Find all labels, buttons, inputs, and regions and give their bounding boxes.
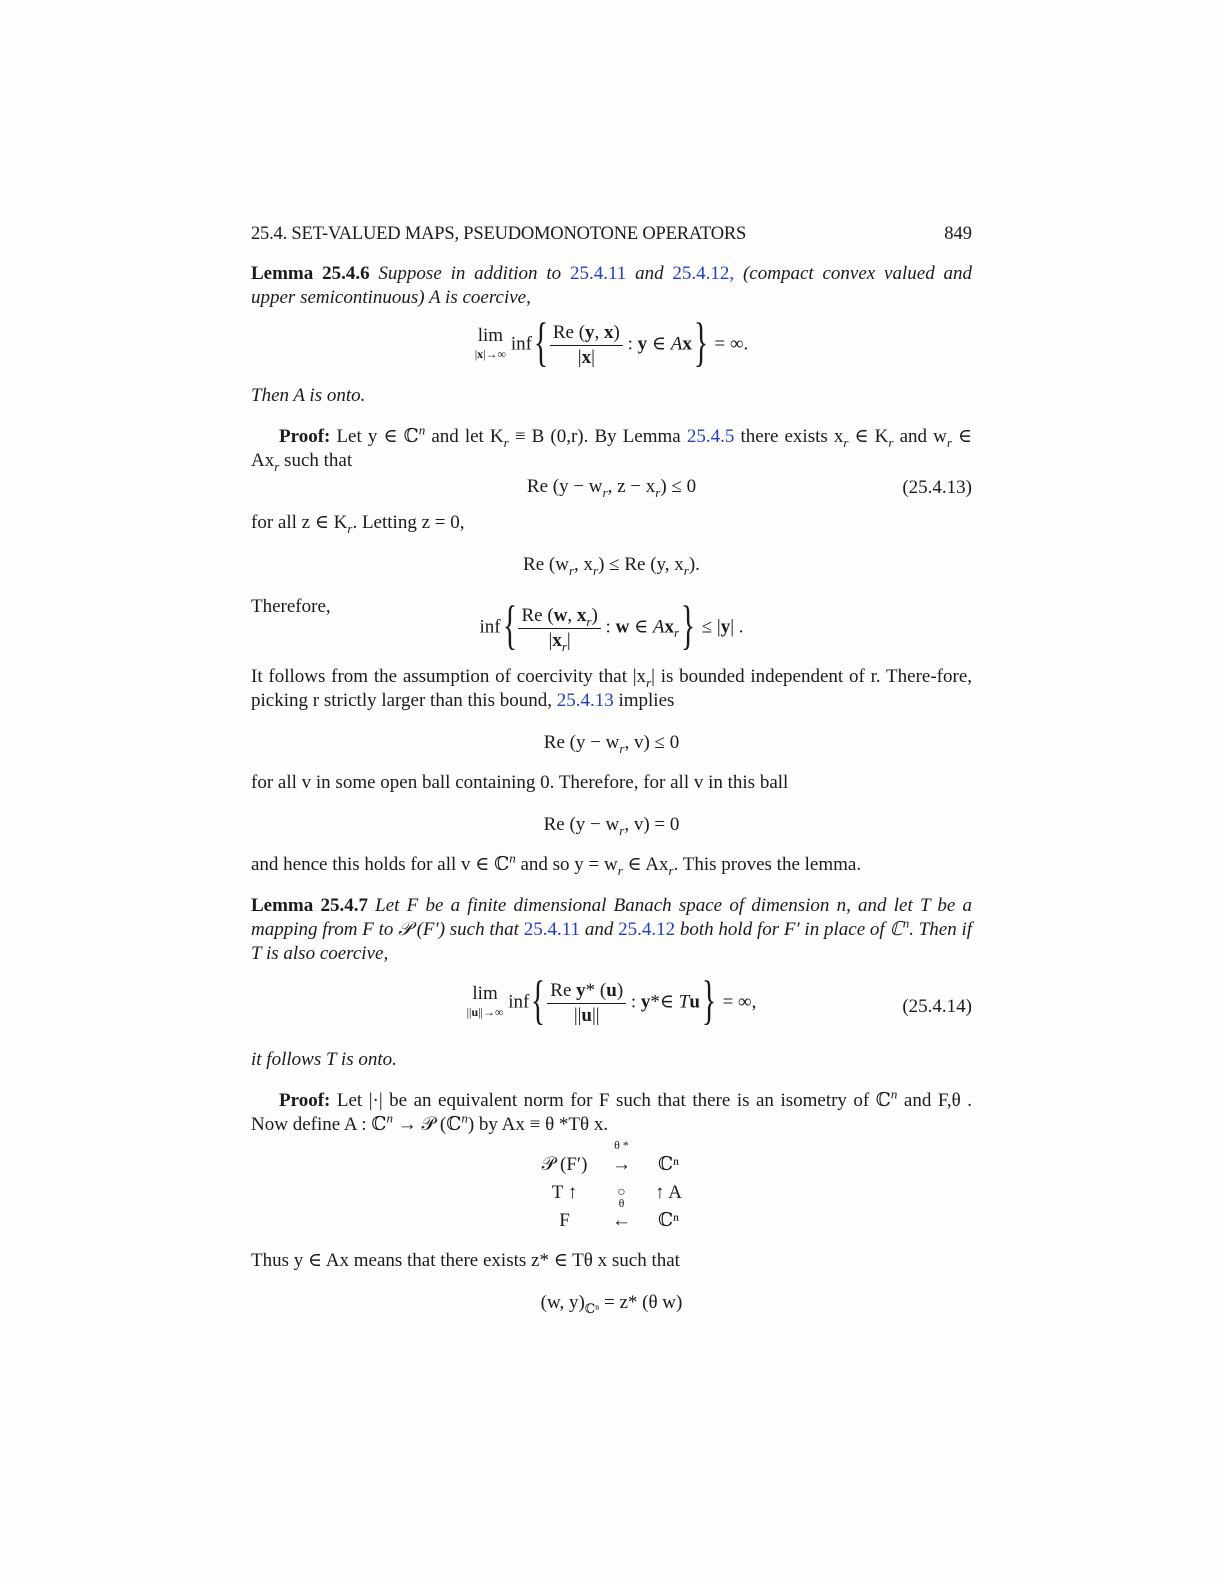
proof-text: ) by Ax ≡ θ *Tθ x. [467, 1114, 609, 1135]
proof-text: and F,θ . [903, 1090, 973, 1111]
lemma-25-4-7: Lemma 25.4.7 Let F be a finite dimensional Banach space of dimension n, and let T be a mapping from F to 𝒫 (F′) such that 25.4.11 and 25.4.12 both hold for F′ in place of ℂ$^n$. Then if T is also coercive, [251, 895, 973, 964]
limit-operator: lim ||u||→∞ [466, 983, 504, 1019]
proof-text: and let K [431, 426, 504, 447]
eq-part: , v) ≤ 0 [624, 732, 680, 753]
eq-part: ) ≤ 0 [660, 476, 697, 497]
eq-subscript: ℂⁿ [584, 1300, 600, 1316]
lemma-conclusion: it follows T is onto. [251, 1049, 397, 1070]
proof-conclusion: and hence this holds for all v ∈ ℂ$^n$ and so $y = w_r$ ∈ $Ax_r$. This proves the lemma. [251, 850, 862, 878]
proof-text: and so y = w [520, 854, 618, 875]
lemma-25-4-6 [251, 262, 972, 310]
diagram-grid [530, 1138, 694, 1235]
proof-text: and w [899, 426, 947, 447]
proof-line: Thus y ∈ Ax means that there exists z* ∈ Tθ x such that [251, 1250, 680, 1271]
lemma-text: and [635, 263, 664, 284]
lemma-label: Lemma 25.4.6 [251, 263, 370, 284]
lemma-text: Suppose in addition to [378, 263, 562, 284]
ref-link-25-4-12[interactable]: 25.4.12, [672, 263, 735, 284]
coercivity-equation: lim |x|→∞ inf{ $\frac{Re (y, x)}{|x|}$ : y ∈ Ax} = ∞. [474, 312, 749, 372]
equation-re-wr: Re ($w_r$, $x_r) \le Re$ (y, $x_r$). [523, 554, 700, 578]
proof-text: . This proves the lemma. [673, 854, 862, 875]
lemma-text: . Then if T is also coercive, [251, 919, 973, 964]
proof-text: Let y ∈ ℂ [336, 426, 419, 447]
eq-part: ) ≤ Re (y, x [598, 554, 684, 575]
limit-operator: lim |x|→∞ [474, 325, 507, 361]
therefore-label: Therefore, [251, 596, 331, 617]
arrow-label: θ * [614, 1138, 629, 1152]
cd-arrow-bottom [600, 1196, 644, 1235]
equation-inner-product [251, 1291, 972, 1317]
proof-label: Proof: [279, 1090, 331, 1111]
lemma-text: Let F be a finite dimensional Banach space of dimension n, and let T be a mapping from F to 𝒫 (F′) such that [251, 895, 972, 940]
proof-text: . Letting z = 0, [352, 512, 465, 533]
running-header [251, 218, 972, 248]
ref-link-25-4-11[interactable]: 25.4.11 [523, 919, 581, 940]
proof-line: for all v in some open ball containing 0. Therefore, for all v in this ball [251, 772, 789, 793]
proof-text: ∈ Ax [251, 426, 973, 471]
arrow-label: θ [618, 1196, 625, 1210]
fraction: $\frac{\text{Re y* (u)}}{||u||}$ [547, 979, 626, 1028]
proof-text: Let |·| be an equivalent norm for F such that there is an isometry of ℂ [336, 1090, 891, 1111]
equation-re-le-0: Re ($y - w_r$, v) ≤ 0 [543, 732, 680, 756]
proof-label: Proof: [279, 426, 331, 447]
equation-number: (25.4.13) [902, 477, 972, 498]
lemma-label: Lemma 25.4.7 [251, 895, 368, 916]
lemma-conclusion: Then A is onto. [251, 385, 366, 406]
proof-text: Now define A : ℂ [251, 1114, 387, 1135]
proof-text: r. There-fore, picking [251, 666, 973, 711]
proof-text: ∈ Ax [627, 854, 669, 875]
fraction: $\frac{Re (w, x_r)}{|x_r|}$ [518, 604, 600, 653]
section-title: 25.4. SET-VALUED MAPS, PSEUDOMONOTONE OPERATORS [251, 224, 747, 244]
lemma-text: both hold for F′ in place of ℂ [679, 919, 903, 940]
equation-25-4-13: Re ($y - w_r$, $z - x_r) \le 0$ (25.4.13) [526, 476, 972, 500]
proof-text: ≡ B (0,r). By Lemma [514, 426, 681, 447]
page-number: 849 [944, 224, 972, 244]
arrow: ← [612, 1210, 631, 1231]
cd-cell: F [559, 1210, 570, 1231]
cd-cell: 𝒫 (F′) [541, 1154, 588, 1175]
lemma-text: and [584, 919, 614, 940]
inf-inequality: inf{ $\frac{Re (w, x_r)}{|x_r|}$ : w ∈ $Ax_r\} \le |y|$ . [479, 595, 744, 655]
proof-text: there exists x [740, 426, 844, 447]
page-content [251, 218, 972, 1317]
ref-link-25-4-13[interactable]: 25.4.13 [556, 690, 614, 711]
equation-25-4-14: lim ||u||→∞ inf{ $\frac{\text{Re y* (u)}}{||u||}$ : y*∈ Tu} = ∞, (25.4.14) [466, 970, 972, 1030]
proof-paragraph-3: Proof: Let |·| be an equivalent norm for F such that there is an isometry of ℂ$^n$ and F,θ . Now define A : ℂ$^n$ → 𝒫 (ℂ$^n$) by Ax ≡ θ *Tθ x. [251, 1086, 973, 1135]
arrow: → [612, 1154, 631, 1175]
cd-cell: ℂⁿ [657, 1154, 680, 1175]
eq-part: , x [574, 554, 594, 575]
lemma-text: (compact convex valued and upper semicontinuous) A is coercive, [251, 263, 973, 308]
proof-line: for all z ∈ $K_r$. Letting z = 0, [251, 512, 465, 536]
proof-paragraph-2: It follows from the assumption of coercivity that $|x_r|$ is bounded independent of r. There-fore, picking r strictly larger than this bound, 25.4.13 implies [251, 666, 973, 711]
eq-part: Re (w [523, 554, 569, 575]
fraction: $\frac{Re (y, x)}{|x|}$ [550, 321, 623, 370]
eq-part: Re (y − w [526, 476, 603, 497]
proof-text: for all z ∈ K [251, 512, 348, 533]
ref-link-25-4-12[interactable]: 25.4.12 [618, 919, 676, 940]
eq-part: , v) = 0 [624, 814, 680, 835]
eq-part: = z* (θ w) [603, 1292, 683, 1313]
cd-cell: ℂⁿ [657, 1210, 680, 1231]
proof-text: | is bounded independent of [651, 666, 865, 687]
therefore-block [251, 595, 972, 659]
equation-re-eq-0: Re ($y - w_r$, v) = 0 [543, 814, 680, 838]
proof-text: ∈ K [854, 426, 889, 447]
cd-cell: ↑ A [655, 1182, 682, 1203]
proof-text: implies [618, 690, 675, 711]
ref-link-25-4-11[interactable]: 25.4.11 [569, 263, 627, 284]
proof-text: and hence this holds for all v ∈ ℂ [251, 854, 510, 875]
eq-part: Re (y − w [543, 732, 620, 753]
proof-text: It follows from the assumption of coercivity that |x [251, 666, 647, 687]
proof-text: such that [284, 450, 353, 471]
equation-number: (25.4.14) [902, 996, 972, 1017]
proof-text: → 𝒫 (ℂ [397, 1114, 462, 1135]
cd-cell: ○ [617, 1185, 626, 1200]
eq-part: ). [688, 554, 700, 575]
proof-paragraph-1: Proof: Let y ∈ ℂ$^n$ and let $K_r \equiv B$ (0,r). By Lemma 25.4.5 there exists $x_r$ ∈ $K_r$ and $w_r$ ∈ $Ax_r$ such that [251, 422, 973, 474]
eq-part: , z − x [607, 476, 656, 497]
commutative-diagram [251, 1138, 972, 1235]
eq-part: Re (y − w [543, 814, 620, 835]
cd-cell: T ↑ [551, 1182, 578, 1203]
ref-link-25-4-5[interactable]: 25.4.5 [686, 426, 735, 447]
proof-text: r strictly larger than this bound, [312, 690, 552, 711]
cd-arrow-top [600, 1138, 644, 1179]
eq-part: (w, y) [540, 1292, 585, 1313]
